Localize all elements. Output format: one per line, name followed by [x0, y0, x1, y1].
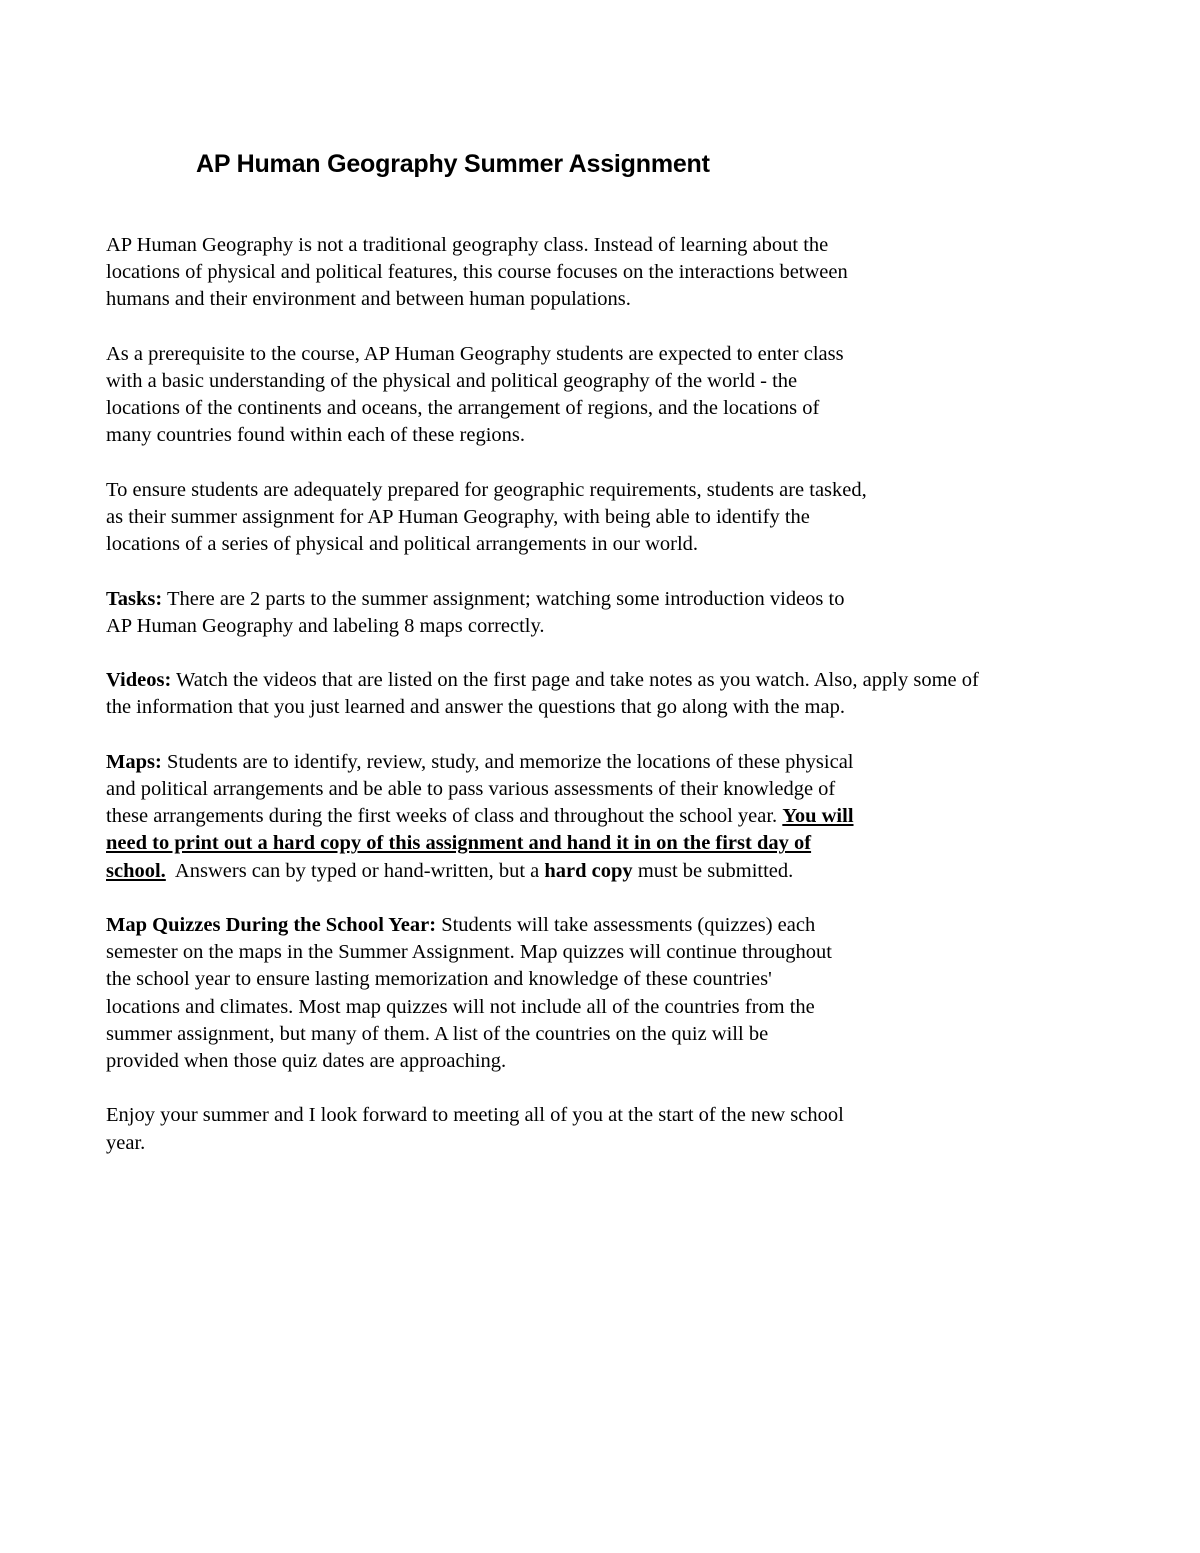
- closing-paragraph: [106, 1102, 1186, 1156]
- print-requirement: need to print out a hard copy of this assignment and hand it in on the first day of: [106, 832, 812, 855]
- videos-paragraph: [106, 667, 1186, 721]
- maps-text: Students are to identify, review, study, and memorize the locations of these physical: [161, 750, 854, 773]
- tasks-line: [106, 586, 1186, 613]
- maps-line: and political arrangements and be able to pass various assessments of their knowledge of: [106, 777, 836, 800]
- prerequisite-line: locations of the continents and oceans, the arrangement of regions, and the locations of: [106, 397, 820, 420]
- quizzes-line: [106, 912, 1186, 939]
- ensure-paragraph: [106, 477, 1186, 559]
- prerequisite-line: many countries found within each of these regions.: [106, 424, 525, 447]
- closing-line: year.: [106, 1131, 146, 1154]
- quizzes-line: locations and climates. Most map quizzes will not include all of the countries from the: [106, 995, 815, 1018]
- maps-text: these arrangements during the first weeks of class and throughout the school year.: [106, 805, 783, 828]
- quizzes-text: Students will take assessments (quizzes) each: [436, 913, 816, 936]
- quizzes-line: provided when those quiz dates are approaching.: [106, 1050, 507, 1072]
- print-requirement: You will: [782, 805, 854, 828]
- tasks-line: AP Human Geography and labeling 8 maps correctly.: [106, 614, 545, 637]
- videos-label: Videos:: [106, 669, 172, 692]
- maps-line: [106, 858, 1186, 885]
- maps-text: Answers can by typed or hand-written, but a: [165, 859, 545, 882]
- intro-line: AP Human Geography is not a traditional geography class. Instead of learning about the: [106, 234, 829, 256]
- intro-line: humans and their environment and between human populations.: [106, 288, 631, 311]
- videos-text: Watch the videos that are listed on the first page and take notes as you watch. Also, apply some of: [171, 669, 979, 692]
- maps-label: Maps:: [106, 750, 162, 773]
- tasks-label: Tasks:: [106, 587, 163, 610]
- tasks-text: There are 2 parts to the summer assignment; watching some introduction videos to: [162, 587, 845, 610]
- videos-line: the information that you just learned and answer the questions that go along with the map.: [106, 696, 845, 719]
- hard-copy-emphasis: hard copy: [544, 859, 633, 882]
- closing-line: Enjoy your summer and I look forward to meeting all of you at the start of the new school: [106, 1104, 844, 1127]
- ensure-line: locations of a series of physical and political arrangements in our world.: [106, 533, 699, 556]
- quizzes-label: Map Quizzes During the School Year:: [106, 913, 437, 936]
- maps-line: [106, 749, 1186, 776]
- print-requirement: school.: [106, 859, 166, 882]
- quizzes-line: summer assignment, but many of them. A list of the countries on the quiz will be: [106, 1022, 769, 1045]
- maps-paragraph: [106, 749, 1186, 885]
- videos-line: [106, 667, 1186, 694]
- quizzes-line: semester on the maps in the Summer Assignment. Map quizzes will continue throughout: [106, 941, 832, 964]
- quizzes-line: the school year to ensure lasting memorization and knowledge of these countries': [106, 968, 772, 991]
- intro-line: locations of physical and political features, this course focuses on the interactions between: [106, 261, 848, 284]
- ensure-line: To ensure students are adequately prepared for geographic requirements, students are tasked,: [106, 478, 867, 501]
- intro-paragraph: [106, 232, 1186, 314]
- maps-line: [106, 803, 1186, 830]
- prerequisite-line: with a basic understanding of the physical and political geography of the world - the: [106, 370, 798, 392]
- prerequisite-line: As a prerequisite to the course, AP Human Geography students are expected to enter class: [106, 342, 844, 365]
- document-title: AP Human Geography Summer Assignment: [196, 150, 710, 178]
- prerequisite-paragraph: [106, 341, 1186, 450]
- maps-line: [106, 830, 1186, 857]
- maps-text: must be submitted.: [632, 859, 794, 882]
- quizzes-paragraph: [106, 912, 1186, 1075]
- ensure-line: as their summer assignment for AP Human Geography, with being able to identify the: [106, 506, 810, 528]
- document-body: [106, 232, 1186, 1184]
- tasks-paragraph: [106, 586, 1186, 640]
